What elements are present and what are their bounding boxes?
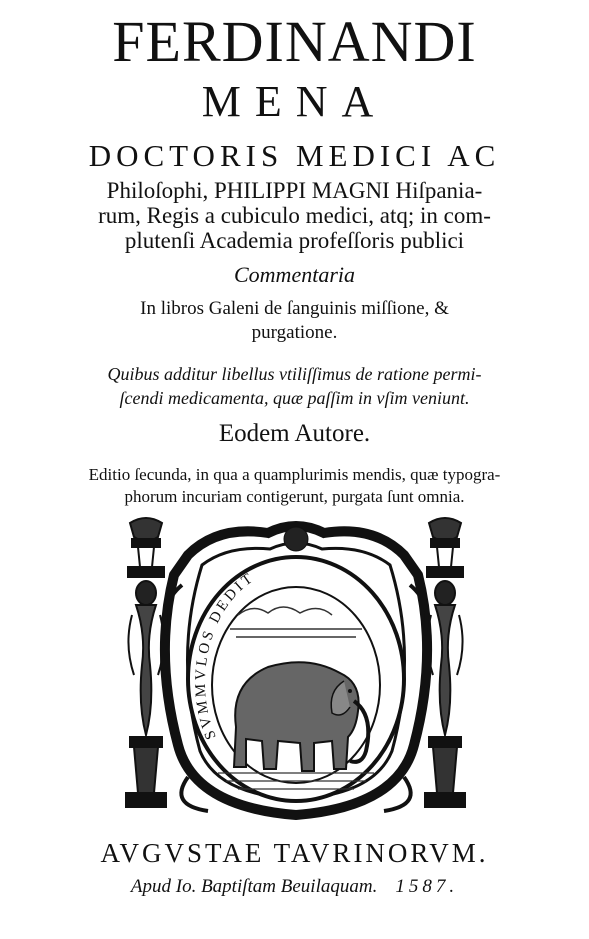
imprint-place: AVGVSTAE TAVRINORVM. [100, 838, 489, 868]
same-author-line: Eodem Autore. [218, 420, 371, 447]
subject-line-2: purgatione. [251, 322, 338, 343]
imprint-printer: Apud Io. Baptiſtam Beuilaquam. [130, 876, 378, 897]
device-motto: SVMMVLOS DEDIT [192, 569, 258, 742]
edition-line-2: phorum incuriam contigerunt, purgata ſunt omnia. [124, 487, 465, 506]
subject-line-1: In libros Galeni de ſanguinis miſſione, & [140, 298, 449, 319]
left-caryatid-pillar [126, 518, 166, 807]
author-titles-line-3: plutenſi Academia profeſſoris publici [124, 228, 465, 253]
work-title: Commentaria [234, 262, 355, 287]
addition-line-1: Quibus additur libellus vtiliſſimus de ratione permi- [107, 364, 482, 384]
imprint-printer-line [0, 876, 589, 898]
author-titles-line-2: rum, Regis a cubiculo medici, atq; in com- [98, 203, 491, 228]
author-credentials: DOCTORIS MEDICI AC [88, 138, 501, 173]
imprint-year: 1587. [395, 876, 459, 897]
addition-line-2: ſcendi medicamenta, quæ paſſim in vſim veniunt. [119, 388, 470, 408]
author-first-name: FERDINANDI [112, 9, 477, 74]
author-titles-line-1: Philoſophi, PHILIPPI MAGNI Hiſpania- [106, 178, 483, 203]
printer-device-woodcut [118, 515, 473, 825]
edition-line-1: Editio ſecunda, in qua a quamplurimis mendis, quæ typogra- [88, 465, 501, 484]
author-last-name: MENA [201, 77, 388, 126]
